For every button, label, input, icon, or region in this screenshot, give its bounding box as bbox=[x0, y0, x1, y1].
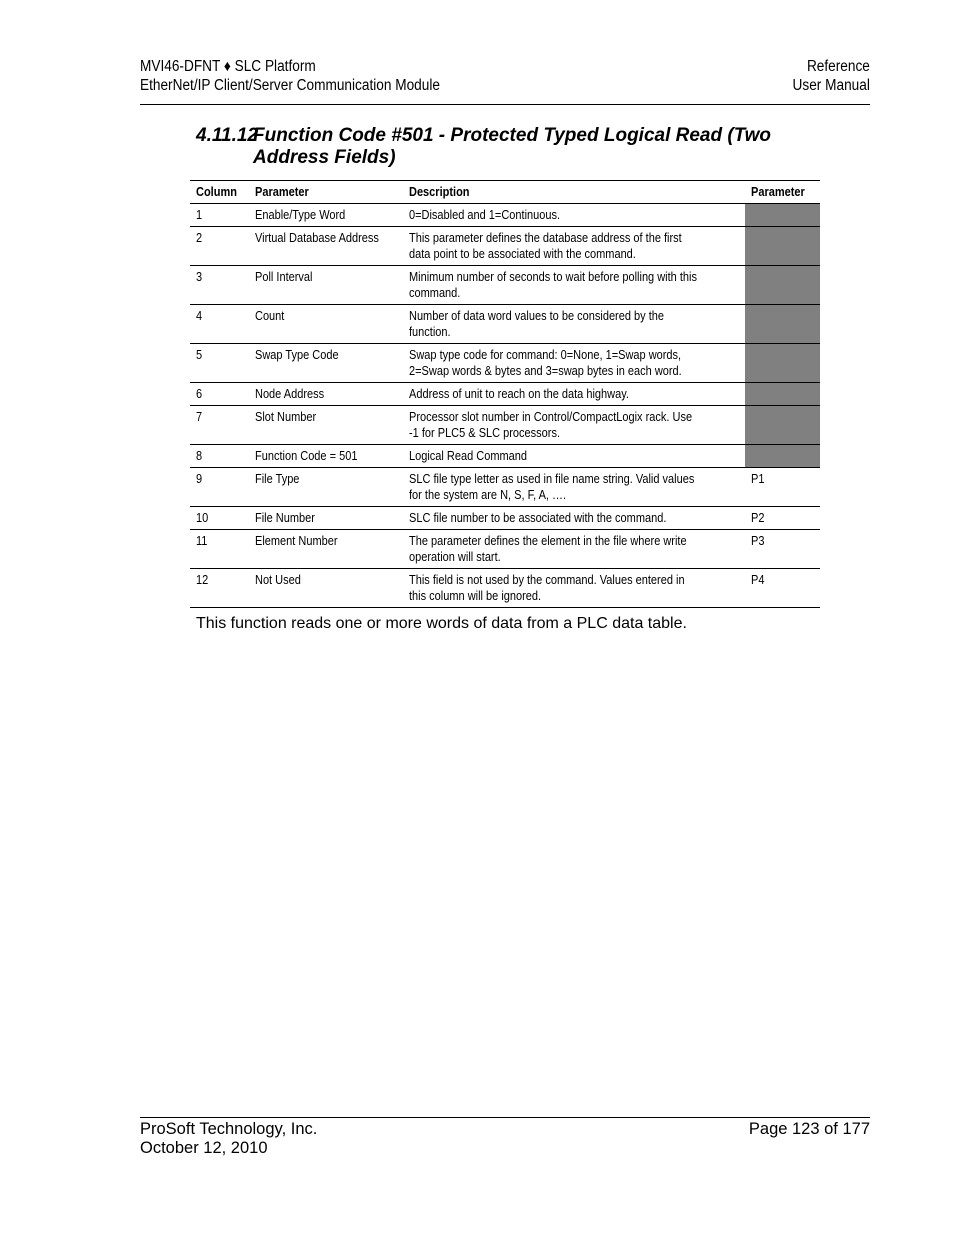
cell-column: 9 bbox=[190, 468, 249, 507]
cell-column: 11 bbox=[190, 530, 249, 569]
cell-column: 3 bbox=[190, 266, 249, 305]
cell-description: Address of unit to reach on the data highway. bbox=[403, 383, 745, 406]
cell-description: Number of data word values to be considered by the function. bbox=[403, 305, 745, 344]
section-title-line2: Address Fields) bbox=[253, 147, 396, 168]
table-row bbox=[190, 383, 820, 406]
cell-parameter: Swap Type Code bbox=[249, 344, 403, 383]
header-description: Description bbox=[403, 181, 745, 204]
cell-column: 8 bbox=[190, 445, 249, 468]
cell-parameter: Poll Interval bbox=[249, 266, 403, 305]
section-title-line1: Function Code #501 - Protected Typed Logical Read (Two bbox=[253, 125, 771, 146]
page-footer-left bbox=[140, 1120, 317, 1158]
footer-date: October 12, 2010 bbox=[140, 1139, 268, 1157]
table-row bbox=[190, 266, 820, 305]
cell-parameter: File Number bbox=[249, 507, 403, 530]
cell-parameter-2 bbox=[745, 344, 820, 383]
cell-parameter: Element Number bbox=[249, 530, 403, 569]
cell-column: 12 bbox=[190, 569, 249, 608]
cell-parameter-2 bbox=[745, 266, 820, 305]
cell-column: 5 bbox=[190, 344, 249, 383]
body-paragraph: This function reads one or more words of data from a PLC data table. bbox=[196, 615, 687, 632]
cell-parameter-2 bbox=[745, 204, 820, 227]
cell-parameter-2 bbox=[745, 406, 820, 445]
header-parameter: Parameter bbox=[249, 181, 403, 204]
cell-parameter-2 bbox=[745, 227, 820, 266]
cell-parameter-2 bbox=[745, 305, 820, 344]
cell-column: 4 bbox=[190, 305, 249, 344]
cell-parameter-2: P4 bbox=[745, 569, 820, 608]
table-row bbox=[190, 305, 820, 344]
table-row bbox=[190, 227, 820, 266]
cell-parameter-2: P1 bbox=[745, 468, 820, 507]
cell-parameter: Node Address bbox=[249, 383, 403, 406]
cell-description: Processor slot number in Control/CompactLogix rack. Use -1 for PLC5 & SLC processors. bbox=[403, 406, 745, 445]
table-header-row bbox=[190, 181, 820, 204]
header-parameter-2: Parameter bbox=[745, 181, 820, 204]
table-row bbox=[190, 530, 820, 569]
footer-page-number: Page 123 of 177 bbox=[748, 1120, 870, 1138]
table-row bbox=[190, 406, 820, 445]
cell-description: Minimum number of seconds to wait before polling with this command. bbox=[403, 266, 745, 305]
footer-company: ProSoft Technology, Inc. bbox=[140, 1120, 318, 1138]
page-header-left bbox=[140, 57, 440, 95]
cell-parameter-2: P2 bbox=[745, 507, 820, 530]
cell-description: Swap type code for command: 0=None, 1=Swap words, 2=Swap words & bytes and 3=swap bytes in each word. bbox=[403, 344, 745, 383]
page-footer-right bbox=[749, 1120, 870, 1139]
cell-parameter-2 bbox=[745, 445, 820, 468]
page-header-right bbox=[793, 57, 870, 95]
cell-parameter-2 bbox=[745, 383, 820, 406]
cell-description: Logical Read Command bbox=[403, 445, 745, 468]
cell-column: 6 bbox=[190, 383, 249, 406]
cell-parameter: Count bbox=[249, 305, 403, 344]
cell-description: The parameter defines the element in the file where write operation will start. bbox=[403, 530, 745, 569]
table-row bbox=[190, 507, 820, 530]
table-row bbox=[190, 204, 820, 227]
cell-parameter-2: P3 bbox=[745, 530, 820, 569]
table-row bbox=[190, 344, 820, 383]
cell-parameter: File Type bbox=[249, 468, 403, 507]
cell-column: 1 bbox=[190, 204, 249, 227]
cell-description: 0=Disabled and 1=Continuous. bbox=[403, 204, 745, 227]
header-manual: User Manual bbox=[792, 77, 870, 94]
cell-column: 10 bbox=[190, 507, 249, 530]
section-heading bbox=[196, 125, 836, 169]
cell-description: This parameter defines the database address of the first data point to be associated with the command. bbox=[403, 227, 745, 266]
header-module: EtherNet/IP Client/Server Communication Module bbox=[140, 77, 440, 94]
header-reference: Reference bbox=[807, 58, 870, 75]
parameter-table bbox=[190, 180, 820, 608]
table-row bbox=[190, 445, 820, 468]
table-row bbox=[190, 569, 820, 608]
cell-parameter: Enable/Type Word bbox=[249, 204, 403, 227]
cell-parameter: Virtual Database Address bbox=[249, 227, 403, 266]
cell-column: 7 bbox=[190, 406, 249, 445]
table-row bbox=[190, 468, 820, 507]
cell-description: SLC file number to be associated with the command. bbox=[403, 507, 745, 530]
header-product: MVI46-DFNT ♦ SLC Platform bbox=[140, 58, 316, 75]
cell-description: SLC file type letter as used in file name string. Valid values for the system are N, S, F, A, …. bbox=[403, 468, 745, 507]
cell-parameter: Slot Number bbox=[249, 406, 403, 445]
header-divider bbox=[140, 104, 870, 105]
cell-parameter: Function Code = 501 bbox=[249, 445, 403, 468]
section-number: 4.11.12 bbox=[196, 125, 258, 146]
footer-divider bbox=[140, 1117, 870, 1118]
cell-description: This field is not used by the command. Values entered in this column will be ignored. bbox=[403, 569, 745, 608]
header-column: Column bbox=[190, 181, 249, 204]
cell-parameter: Not Used bbox=[249, 569, 403, 608]
cell-column: 2 bbox=[190, 227, 249, 266]
